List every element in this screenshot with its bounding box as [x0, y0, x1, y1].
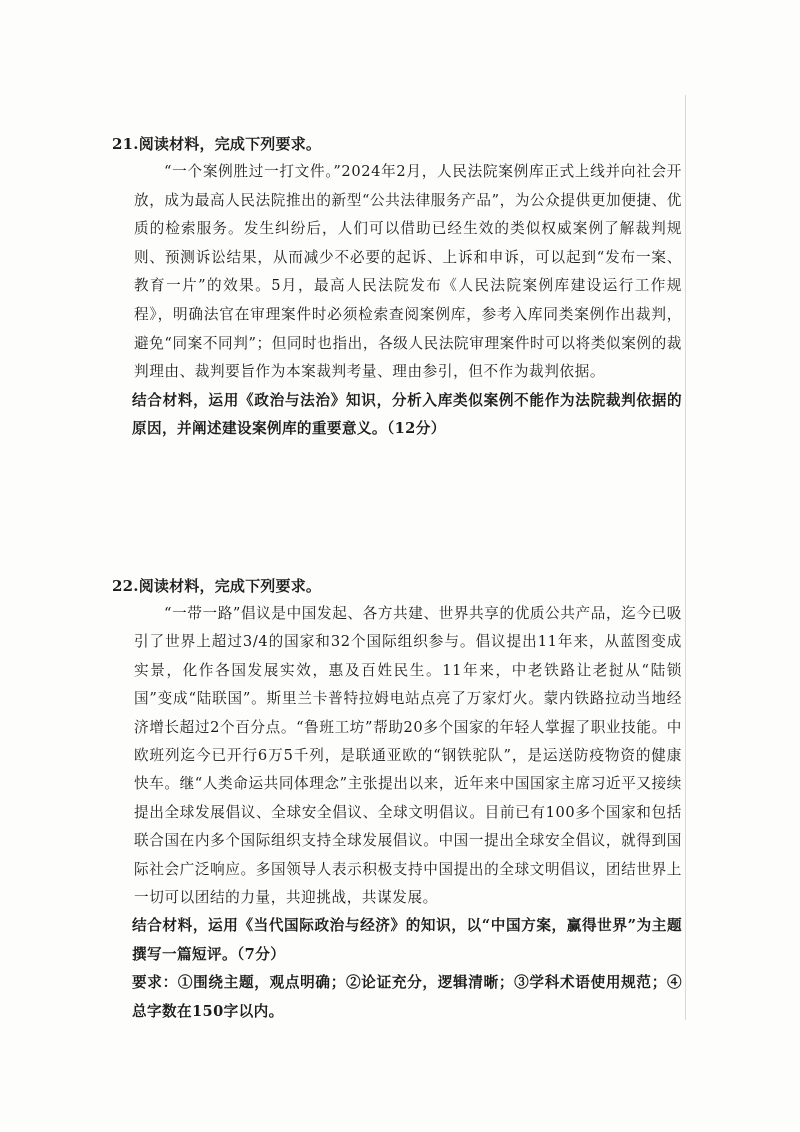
- scan-edge-line: [685, 95, 686, 1020]
- question-22: [112, 572, 682, 1026]
- question-21-material: “一个案例胜过一打文件。”2024年2月，人民法院案例库正式上线并向社会开放，成为最高人民法院推出的新型“公共法律服务产品”，为公众提供更加便捷、优质的检索服务。发生纠纷后，人们可以借助已经生效的类似权威案例了解裁判规则、预测诉讼结果，从而减少不必要的起诉、上诉和申诉，可以起到“发布一案、教育一片”的效果。5月，最高人民法院发布《人民法院案例库建设运行工作规程》，明确法官在审理案件时必须检索查阅案例库，参考入库同类案例作出裁判，避免“同案不同判”；但同时也指出，各级人民法院审理案件时可以将类似案例的裁判理由、裁判要旨作为本案裁判考量、理由参引，但不作为裁判依据。: [134, 163, 682, 381]
- question-22-task: 结合材料，运用《当代国际政治与经济》的知识，以“中国方案，赢得世界”为主题撰写一篇短评。（7分）: [132, 917, 682, 963]
- question-22-material: “一带一路”倡议是中国发起、各方共建、世界共享的优质公共产品，迄今已吸引了世界上超过3/4的国家和32个国际组织参与。倡议提出11年来，从蓝图变成实景，化作各国发展实效，惠及百姓民生。11年来，中老铁路让老挝从“陆锁国”变成“陆联国”。斯里兰卡普特拉姆电站点亮了万家灯火。蒙内铁路拉动当地经济增长超过2个百分点。“鲁班工坊”帮助20多个国家的年轻人掌握了职业技能。中欧班列迄今已开行6万5千列，是联通亚欧的“钢铁驼队”，是运送防疫物资的健康快车。继“人类命运共同体理念”主张提出以来，近年来中国国家主席习近平又接续提出全球发展倡议、全球安全倡议、全球文明倡议。目前已有100多个国家和包括联合国在内多个国际组织支持全球发展倡议。中国一提出全球安全倡议，就得到国际社会广泛响应。多国领导人表示积极支持中国提出的全球文明倡议，团结世界上一切可以团结的力量，共迎挑战，共谋发展。: [134, 605, 682, 907]
- question-21: [112, 130, 682, 444]
- question-22-heading: 22.阅读材料，完成下列要求。: [112, 577, 322, 595]
- question-22-requirements: 要求：①围绕主题，观点明确；②论证充分，逻辑清晰；③学科术语使用规范；④总字数在150字以内。: [132, 974, 682, 1020]
- question-21-heading: 21.阅读材料，完成下列要求。: [112, 135, 322, 153]
- question-21-task: 结合材料，运用《政治与法治》知识，分析入库类似案例不能作为法院裁判依据的原因，并阐述建设案例库的重要意义。（12分）: [132, 391, 682, 438]
